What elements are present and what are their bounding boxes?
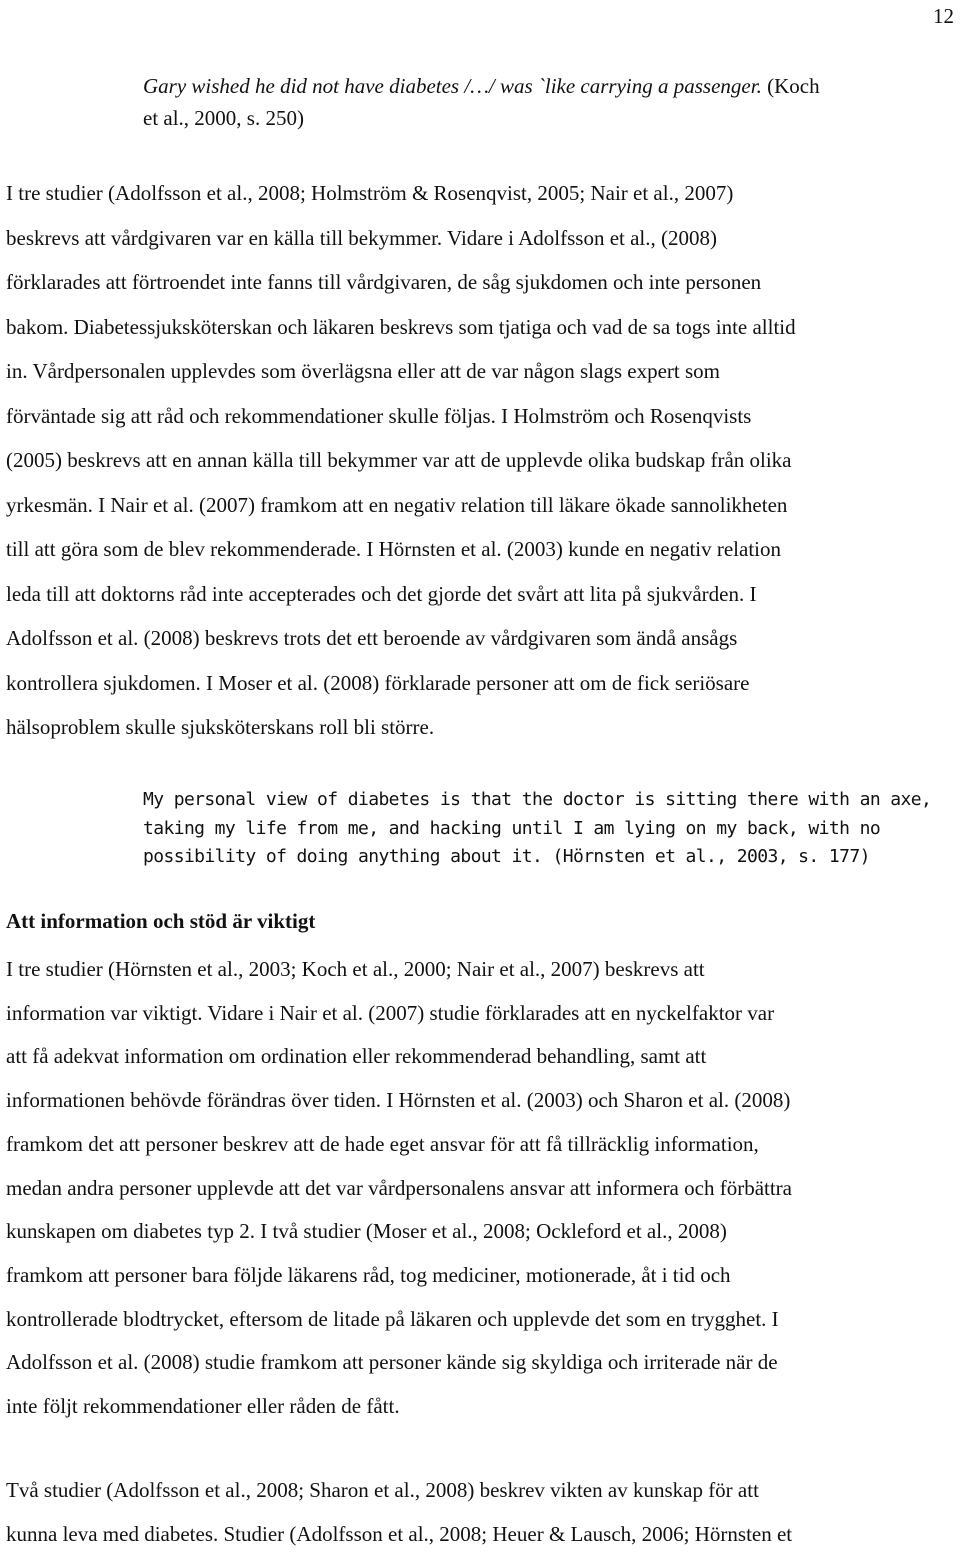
block-quote-hornsten (143, 786, 923, 872)
text-line: information var viktigt. Vidare i Nair et al. (2007) studie förklarades att en nyckelfaktor var (6, 992, 954, 1036)
text-line: I tre studier (Adolfsson et al., 2008; Holmström & Rosenqvist, 2005; Nair et al., 2007) (6, 171, 954, 216)
text-line: leda till att doktorns råd inte accepterades och det gjorde det svårt att lita på sjukvården. I (6, 572, 954, 617)
text-line: framkom det att personer beskrev att de hade eget ansvar för att få tillräcklig information, (6, 1123, 954, 1167)
text-line: kunskapen om diabetes typ 2. I två studier (Moser et al., 2008; Ockleford et al., 2008) (6, 1210, 954, 1254)
text-line: I tre studier (Hörnsten et al., 2003; Koch et al., 2000; Nair et al., 2007) beskrevs att (6, 948, 954, 992)
text-line: bakom. Diabetessjuksköterskan och läkaren beskrevs som tjatiga och vad de sa togs inte alltid (6, 305, 954, 350)
text-line: Adolfsson et al. (2008) beskrevs trots det ett beroende av vårdgivaren som ändå ansågs (6, 616, 954, 661)
quote-citation: (Koch (762, 74, 820, 98)
text-line: hälsoproblem skulle sjuksköterskans roll bli större. (6, 705, 954, 750)
text-line: framkom att personer bara följde läkarens råd, tog mediciner, motionerade, åt i tid och (6, 1254, 954, 1298)
page-number: 12 (933, 4, 954, 28)
paragraph-information-viktigt (6, 948, 954, 1429)
text-line: förklarades att förtroendet inte fanns till vårdgivaren, de såg sjukdomen och inte personen (6, 260, 954, 305)
text-line: till att göra som de blev rekommenderade. I Hörnsten et al. (2003) kunde en negativ relation (6, 527, 954, 572)
text-line: in. Vårdpersonalen upplevdes som överlägsna eller att de var någon slags expert som (6, 349, 954, 394)
text-line: kunna leva med diabetes. Studier (Adolfsson et al., 2008; Heuer & Lausch, 2006; Hörnsten et (6, 1513, 954, 1556)
quote-text: Gary wished he did not have diabetes /…/ was `like carrying a passenger. (143, 74, 762, 98)
text-line: att få adekvat information om ordination eller rekommenderad behandling, samt att (6, 1035, 954, 1079)
quote-line: possibility of doing anything about it. (Hörnsten et al., 2003, s. 177) (143, 843, 923, 872)
text-line: medan andra personer upplevde att det var vårdpersonalens ansvar att informera och förbättra (6, 1167, 954, 1211)
section-heading: Att information och stöd är viktigt (6, 905, 315, 937)
quote-line: My personal view of diabetes is that the doctor is sitting there with an axe, (143, 786, 923, 815)
text-line: förväntade sig att råd och rekommendationer skulle följas. I Holmström och Rosenqvists (6, 394, 954, 439)
text-line: kontrollerade blodtrycket, eftersom de litade på läkaren och upplevde det som en trygghet. I (6, 1298, 954, 1342)
text-line: inte följt rekommendationer eller råden de fått. (6, 1385, 954, 1429)
paragraph-kunskap (6, 1469, 954, 1556)
text-line: informationen behövde förändras över tiden. I Hörnsten et al. (2003) och Sharon et al. (2008) (6, 1079, 954, 1123)
text-line: yrkesmän. I Nair et al. (2007) framkom att en negativ relation till läkare ökade sannolikheten (6, 483, 954, 528)
text-line: Adolfsson et al. (2008) studie framkom att personer kände sig skyldiga och irriterade när de (6, 1341, 954, 1385)
quote-line: taking my life from me, and hacking until I am lying on my back, with no (143, 815, 923, 844)
paragraph-vardgivare-bekymmer (6, 171, 954, 750)
text-line: Två studier (Adolfsson et al., 2008; Sharon et al., 2008) beskrev vikten av kunskap för att (6, 1469, 954, 1513)
quote-citation-continued: et al., 2000, s. 250) (143, 106, 304, 130)
text-line: kontrollera sjukdomen. I Moser et al. (2008) förklarade personer att om de fick seriösare (6, 661, 954, 706)
text-line: (2005) beskrevs att en annan källa till bekymmer var att de upplevde olika budskap från olika (6, 438, 954, 483)
text-line: beskrevs att vårdgivaren var en källa till bekymmer. Vidare i Adolfsson et al., (2008) (6, 216, 954, 261)
block-quote-koch (143, 70, 955, 134)
